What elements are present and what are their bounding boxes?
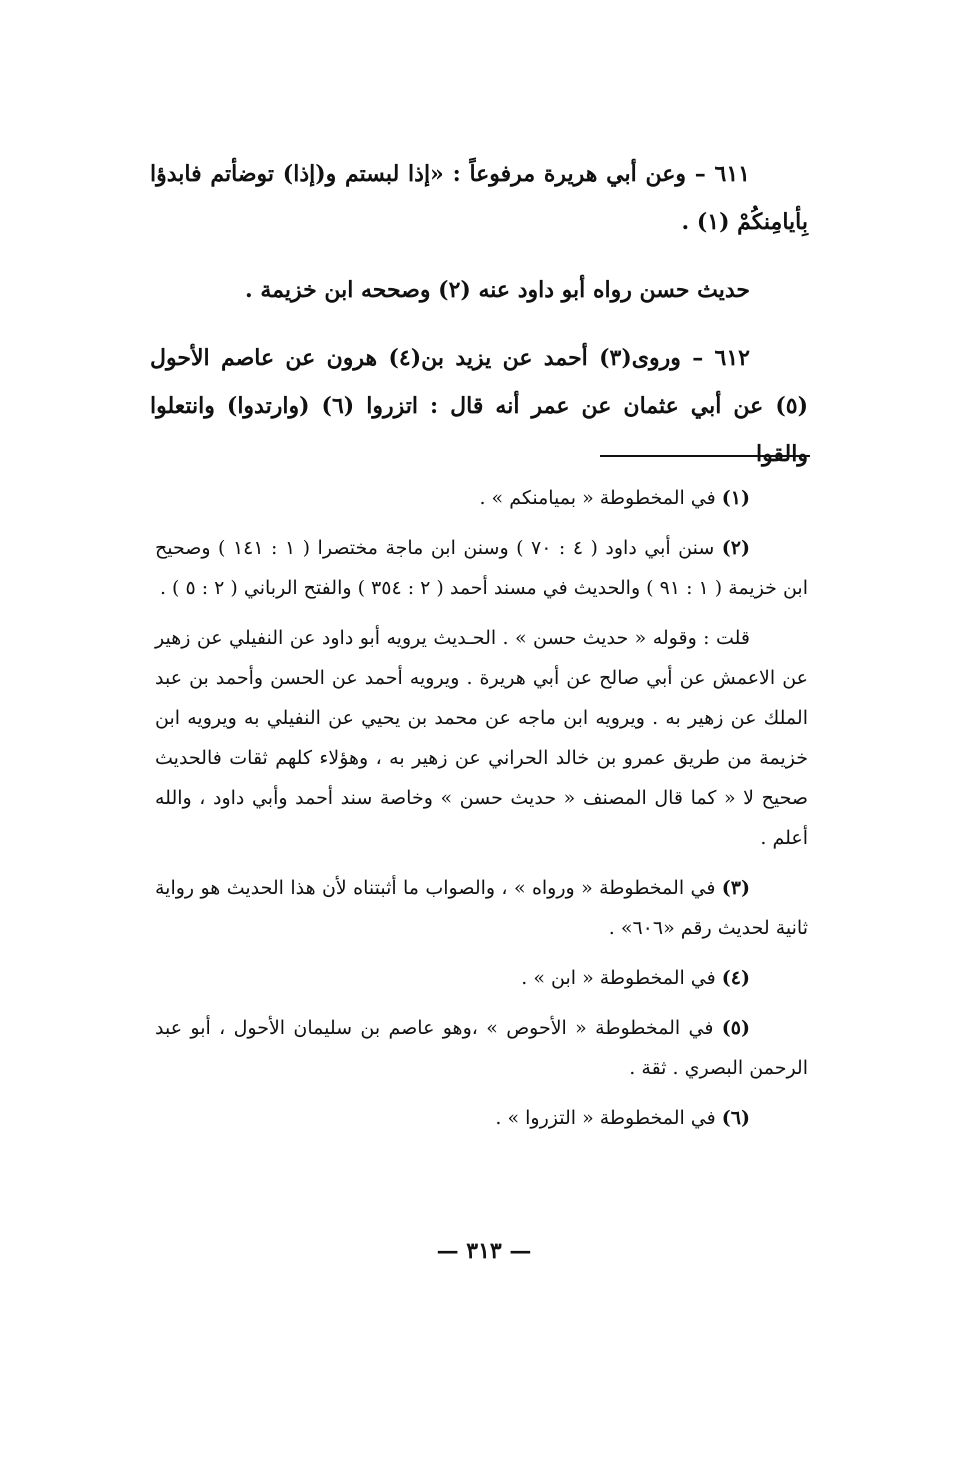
footnote-number: (٢): [721, 537, 750, 559]
footnote: [155, 1098, 808, 1138]
footnote-number: (٦): [721, 1107, 750, 1129]
footnote-number: (٣): [721, 877, 751, 899]
footnote-text: في المخطوطة « بميامنكم » .: [479, 487, 716, 509]
footnote-text: سنن أبي داود ( ٤ : ٧٠ ) وسنن ابن ماجة مختصرا ( ١ : ١٤١ ) وصحيح ابن خزيمة ( ١ : ٩١ ) والحديث في مسند أحمد ( ٢ : ٣٥٤ ) والفتح الرباني ( ٢ : ٥ ) .: [155, 537, 808, 599]
hadith-text: وروى(٣) أحمد عن يزيد بن(٤) هرون عن عاصم الأحول (٥) عن أبي عثمان عن عمر أنه قال : اتزروا (٦) (وارتدوا) وانتعلوا والقوا: [150, 345, 808, 467]
main-text: [150, 150, 808, 478]
footnote-number: (٤): [721, 967, 750, 989]
footnotes: [155, 478, 808, 1148]
hadith-number: ٦١١ –: [686, 161, 750, 187]
footnote-number: (١): [721, 487, 750, 509]
footnote-text: في المخطوطة « ورواه » ، والصواب ما أثبتناه لأن هذا الحديث هو رواية ثانية لحديث رقم «٦٠٦» .: [155, 877, 808, 939]
footnote: [155, 868, 808, 948]
footnote: [155, 478, 808, 518]
footnote: [155, 958, 808, 998]
footnote-text: في المخطوطة « ابن » .: [521, 967, 716, 989]
hadith-text: وعن أبي هريرة مرفوعاً : «إذا لبستم و(إذا) توضأتم فابدؤا بِأيامِنكُمْ (١) .: [150, 161, 808, 235]
footnote-text: في المخطوطة « التزروا » .: [495, 1107, 716, 1129]
hadith-611: [150, 150, 808, 246]
footnote-text: في المخطوطة « الأحوص » ،وهو عاصم بن سليمان الأحول ، أبو عبد الرحمن البصري . ثقة .: [155, 1017, 808, 1079]
hadith-number: ٦١٢ –: [680, 345, 750, 371]
footnote-number: (٥): [721, 1017, 750, 1039]
footnote: [155, 1008, 808, 1088]
page-number: — ٣١٣ —: [436, 1238, 532, 1264]
footnote-commentary: [155, 618, 808, 858]
footnote-text: قلت : وقوله « حديث حسن » . الحـديث يرويه أبو داود عن النفيلي عن زهير عن الاعمش عن أبي صالح عن أبي هريرة . ويرويه أحمد عن الحسن وأحمد بن عبد الملك عن زهير به . ويرويه ابن ماجه عن محمد بن يحيي عن النفيلي به ويرويه ابن خزيمة من طريق عمرو بن خالد الحراني عن زهير به ، وهؤلاء كلهم ثقات فالحديث صحيح لا « كما قال المصنف « حديث حسن » وخاصة سند أحمد وأبي داود ، والله أعلم .: [155, 627, 808, 849]
footnote-separator: [600, 455, 810, 457]
hadith-grade: حديث حسن رواه أبو داود عنه (٢) وصححه ابن خزيمة .: [245, 277, 750, 303]
footnote: [155, 528, 808, 608]
